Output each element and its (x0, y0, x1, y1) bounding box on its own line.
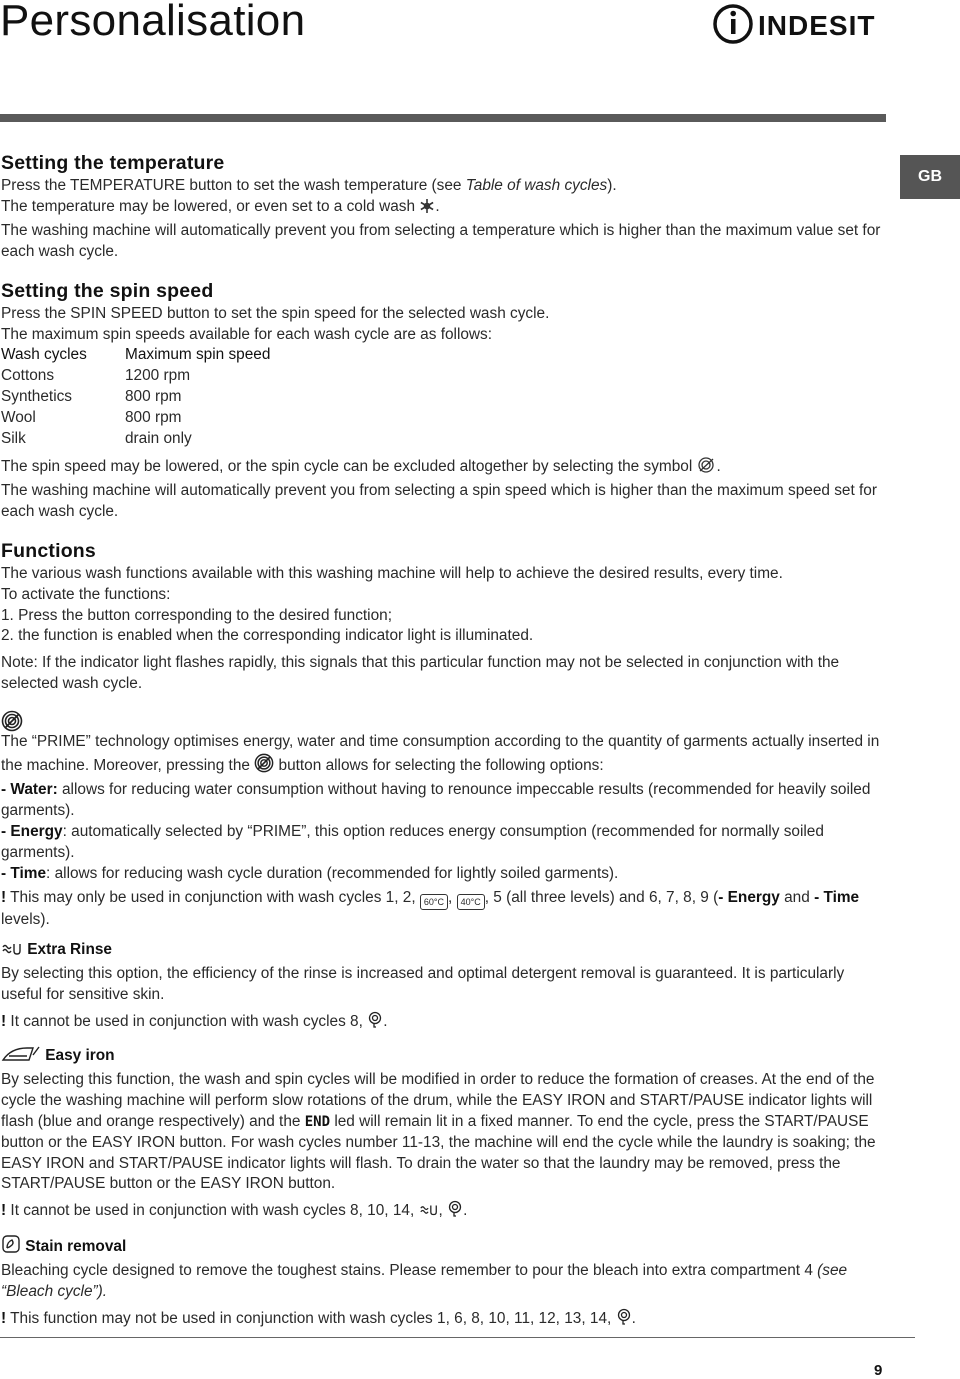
functions-step-2: 2. the function is enabled when the corresponding indicator light is illuminated. (1, 627, 534, 645)
section-temperature (1, 150, 881, 263)
page-title: Personalisation (0, 0, 306, 45)
prime-energy: - Energy: automatically selected by “PRIME”, this option reduces energy consumption (recommended for normally soiled garments). (1, 822, 824, 861)
extra-rinse-text: By selecting this option, the efficiency of the rinse is increased and optimal detergent removal is guaranteed. It is particularly useful for sensitive skin. (1, 965, 845, 1004)
prime-warning: ! This may only be used in conjunction with wash cycles 1, 2, 60°C , 40°C , 5 (all three levels) and 6, 7, 8, 9 (- Energy and - Time levels). (1, 889, 860, 929)
language-tab: GB (900, 155, 960, 199)
stain-removal-icon (1, 1234, 21, 1261)
functions-step-1: 1. Press the button corresponding to the desired function; (1, 606, 392, 624)
temperature-text-3: The washing machine will automatically prevent you from selecting a temperature which is higher than the maximum value set for each wash cycle. (1, 221, 881, 260)
indesit-logo (712, 2, 892, 48)
snowflake-icon (419, 198, 435, 221)
easy-iron-text: By selecting this function, the wash and spin cycles will be modified in order to reduce the formation of creases. At the end of the cycle the washing machine will perform slow rotations of the drum, while the EASY IRON and START/PAUSE indicator lights will flash (blue and orange respectively) and the END led will remain lit in a fixed manner. To end the cycle, press the START/PAUSE button or the EASY IRON button. For wash cycles number 11-13, the machine will end the cycle while the laundry is soaking; the EASY IRON and START/PAUSE indicator lights will flash. To drain the water so that the laundry may be removed, press the START/PAUSE button or the EASY IRON button. (1, 1070, 876, 1193)
section-prime (1, 710, 881, 931)
drain-icon (616, 1308, 632, 1333)
table-header-row (1, 345, 270, 366)
cycle-60-icon: 60°C (420, 894, 448, 910)
table-row: Cottons 1200 rpm (1, 367, 191, 385)
section-stain-removal (1, 1234, 881, 1333)
warning-icon: ! (1, 889, 7, 907)
stain-removal-warning: ! This function may not be used in conjunction with wash cycles 1, 6, 8, 10, 11, 12, 13, 14, . (1, 1308, 881, 1333)
spin-text-2: The maximum spin speeds available for each wash cycle are as follows: (1, 325, 493, 343)
extra-rinse-warning: ! It cannot be used in conjunction with wash cycles 8, . (1, 1011, 881, 1036)
drain-icon (367, 1011, 383, 1036)
main-content (1, 150, 881, 1333)
spin-text-3: The spin speed may be lowered, or the spin cycle can be excluded altogether by selecting the symbol . (1, 456, 881, 481)
warning-icon: ! (1, 1309, 7, 1327)
heading-stain-removal: Stain removal (25, 1238, 127, 1256)
section-extra-rinse (1, 940, 881, 1036)
extra-rinse-icon (419, 1202, 439, 1225)
prime-time: - Time: allows for reducing wash cycle duration (recommended for lightly soiled garments). (1, 864, 619, 882)
spin-exclude-icon (697, 456, 717, 481)
column-header: Maximum spin speed (125, 346, 271, 364)
heading-spin-speed: Setting the spin speed (1, 279, 214, 302)
table-row: Silk drain only (1, 430, 192, 448)
header-divider (0, 114, 886, 122)
temperature-text-1: Press the TEMPERATURE button to set the wash temperature (see Table of wash cycles). (1, 177, 617, 194)
end-led-label: END (304, 1113, 331, 1130)
cycle-40-icon: 40°C (457, 894, 485, 910)
table-row: Wool 800 rpm (1, 409, 182, 427)
functions-text-1: The various wash functions available with this washing machine will help to achieve the desired results, every time. (1, 564, 783, 582)
prime-icon (1, 710, 881, 732)
prime-button-icon (254, 753, 274, 780)
heading-functions: Functions (1, 539, 96, 562)
iron-icon (1, 1045, 41, 1070)
section-spin-speed (1, 278, 881, 523)
spin-speed-table (1, 345, 270, 450)
spin-text-1: Press the SPIN SPEED button to set the spin speed for the selected wash cycle. (1, 304, 550, 322)
page-number: 9 (874, 1362, 883, 1379)
spin-text-4: The washing machine will automatically prevent you from selecting a spin speed which is higher than the maximum speed set for each wash cycle. (1, 481, 877, 520)
column-header: Wash cycles (1, 346, 87, 364)
footer-divider (0, 1337, 915, 1338)
section-functions (1, 538, 881, 695)
section-easy-iron (1, 1045, 881, 1225)
drain-icon (447, 1200, 463, 1225)
heading-easy-iron: Easy iron (45, 1047, 115, 1064)
table-row: Synthetics 800 rpm (1, 388, 182, 406)
stain-removal-text: Bleaching cycle designed to remove the toughest stains. Please remember to pour the bleach into extra compartment 4 (see “Bleach cycle”). (1, 1262, 848, 1301)
extra-rinse-icon (1, 941, 23, 964)
prime-text-1: The “PRIME” technology optimises energy, water and time consumption according to the quantity of garments actually inserted in the machine. Moreover, pressing the button allows for selecting the following options: (1, 732, 881, 780)
warning-icon: ! (1, 1013, 7, 1031)
functions-text-2: To activate the functions: (1, 585, 171, 603)
warning-icon: ! (1, 1202, 7, 1220)
temperature-text-2: The temperature may be lowered, or even set to a cold wash . (1, 197, 881, 221)
functions-note: Note: If the indicator light flashes rapidly, this signals that this particular function may not be selected in conjunction with the selected wash cycle. (1, 654, 840, 693)
prime-water: - Water: allows for reducing water consumption without having to renounce impeccable results (recommended for heavily soiled garments). (1, 780, 871, 819)
svg-text:INDESIT: INDESIT (758, 10, 876, 41)
heading-temperature: Setting the temperature (1, 152, 225, 174)
easy-iron-warning: ! It cannot be used in conjunction with wash cycles 8, 10, 14, , . (1, 1200, 881, 1225)
heading-extra-rinse: Extra Rinse (27, 941, 112, 959)
